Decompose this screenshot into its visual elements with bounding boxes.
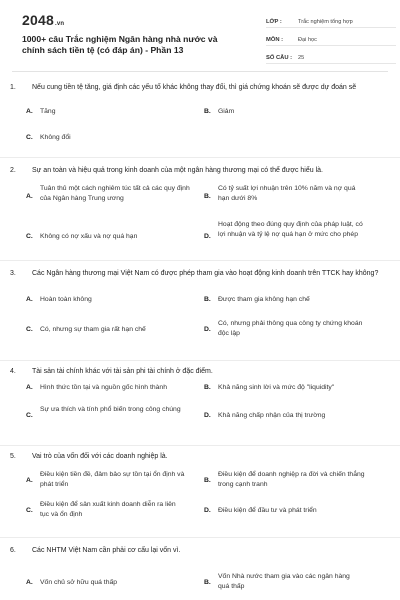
question-text: Sự an toàn và hiệu quả trong kinh doanh của một ngân hàng thương mại có thể được hiểu là. xyxy=(32,167,323,174)
question-number: 1. xyxy=(10,84,16,91)
site-logo[interactable]: 2048.vn xyxy=(22,12,65,28)
question-text: Nếu cung tiền tệ tăng, giá định các yếu tố khác không thay đổi, thì giá chứng khoán sẽ được dự đoán sẽ xyxy=(32,84,357,91)
question-divider xyxy=(0,537,400,538)
page-title: 1000+ câu Trắc nghiệm Ngân hàng nhà nước và chính sách tiền tệ (có đáp án) - Phần 13 xyxy=(22,34,218,55)
question-divider xyxy=(0,445,400,446)
meta-row-class: LỚP : Trắc nghiệm tổng hợp xyxy=(266,12,396,28)
page-header xyxy=(12,0,388,72)
meta-row-subject: MÔN : Đại học xyxy=(266,30,396,46)
question-text: Tài sản tài chính khác với tài sản phi tài chính ở đặc điểm. xyxy=(32,368,213,375)
question-4: 4. Tài sản tài chính khác với tài sản phi tài chính ở đặc điểm. A. Hình thức tồn tại và nguồn gốc hình thành B. Khả năng sinh lời và mức độ "liquidity" C. Sự ưa thích và tính phổ biến trong công chúng D. Khả năng chấp nhận của thị trường xyxy=(10,368,335,419)
meta-panel xyxy=(266,12,396,66)
question-2: 2. Sự an toàn và hiệu quả trong kinh doanh của một ngân hàng thương mại có thể được hiểu là. A. Tuân thủ một cách nghiêm túc tất cả các quy định của Ngân hàng Trung ương B. Có tỷ suất lợi nhuận trên 10% năm và nợ quá hạn dưới 8% C. Không có nợ xấu và nợ quá hạn D. Hoạt động theo đúng quy định của pháp luật, có lợi nhuận và tỷ lệ nợ quá hạn ở mức cho phép xyxy=(10,167,363,240)
question-number: 6. xyxy=(10,547,16,554)
question-number: 3. xyxy=(10,270,16,277)
question-divider xyxy=(0,360,400,361)
question-1: 1. Nếu cung tiền tệ tăng, giá định các yếu tố khác không thay đổi, thì giá chứng khoán sẽ được dự đoán sẽ A. Tăng B. Giảm C. Không đổi xyxy=(10,84,357,141)
question-number: 4. xyxy=(10,368,16,375)
question-5: 5. Vai trò của vốn đối với các doanh nghiệp là. A. Điều kiện tiền đề, đảm bảo sự tồn tại ổn định và phát triển B. Điều kiện để doanh nghiệp ra đời và chiến thắng trong cạnh tranh C. Điều kiện để sản xuất kinh doanh diễn ra liên tục và ổn định D. Điều kiện để đầu tư và phát triển xyxy=(10,453,365,518)
question-number: 2. xyxy=(10,167,16,174)
question-text: Các NHTM Việt Nam cần phải cơ cấu lại vốn vì. xyxy=(32,547,181,554)
question-3: 3. Các Ngân hàng thương mại Việt Nam có được phép tham gia vào hoạt động kinh doanh trên TTCK hay không? A. Hoàn toàn không B. Được tham gia không hạn chế C. Có, nhưng sự tham gia rất hạn chế D. Có, nhưng phải thông qua công ty chứng khoán độc lập xyxy=(10,270,379,337)
meta-row-count: SỐ CÂU : 25 xyxy=(266,48,396,64)
question-6: 6. Các NHTM Việt Nam cần phải cơ cấu lại vốn vì. A. Vốn chủ sở hữu quá thấp B. Vốn Nhà nước tham gia vào các ngân hàng quá thấp xyxy=(10,547,350,590)
question-divider xyxy=(0,157,400,158)
header-divider xyxy=(12,71,388,72)
question-text: Các Ngân hàng thương mại Việt Nam có được phép tham gia vào hoạt động kinh doanh trên TTCK hay không? xyxy=(32,270,379,277)
question-divider xyxy=(0,260,400,261)
question-text: Vai trò của vốn đối với các doanh nghiệp là. xyxy=(32,453,168,460)
question-number: 5. xyxy=(10,453,16,460)
